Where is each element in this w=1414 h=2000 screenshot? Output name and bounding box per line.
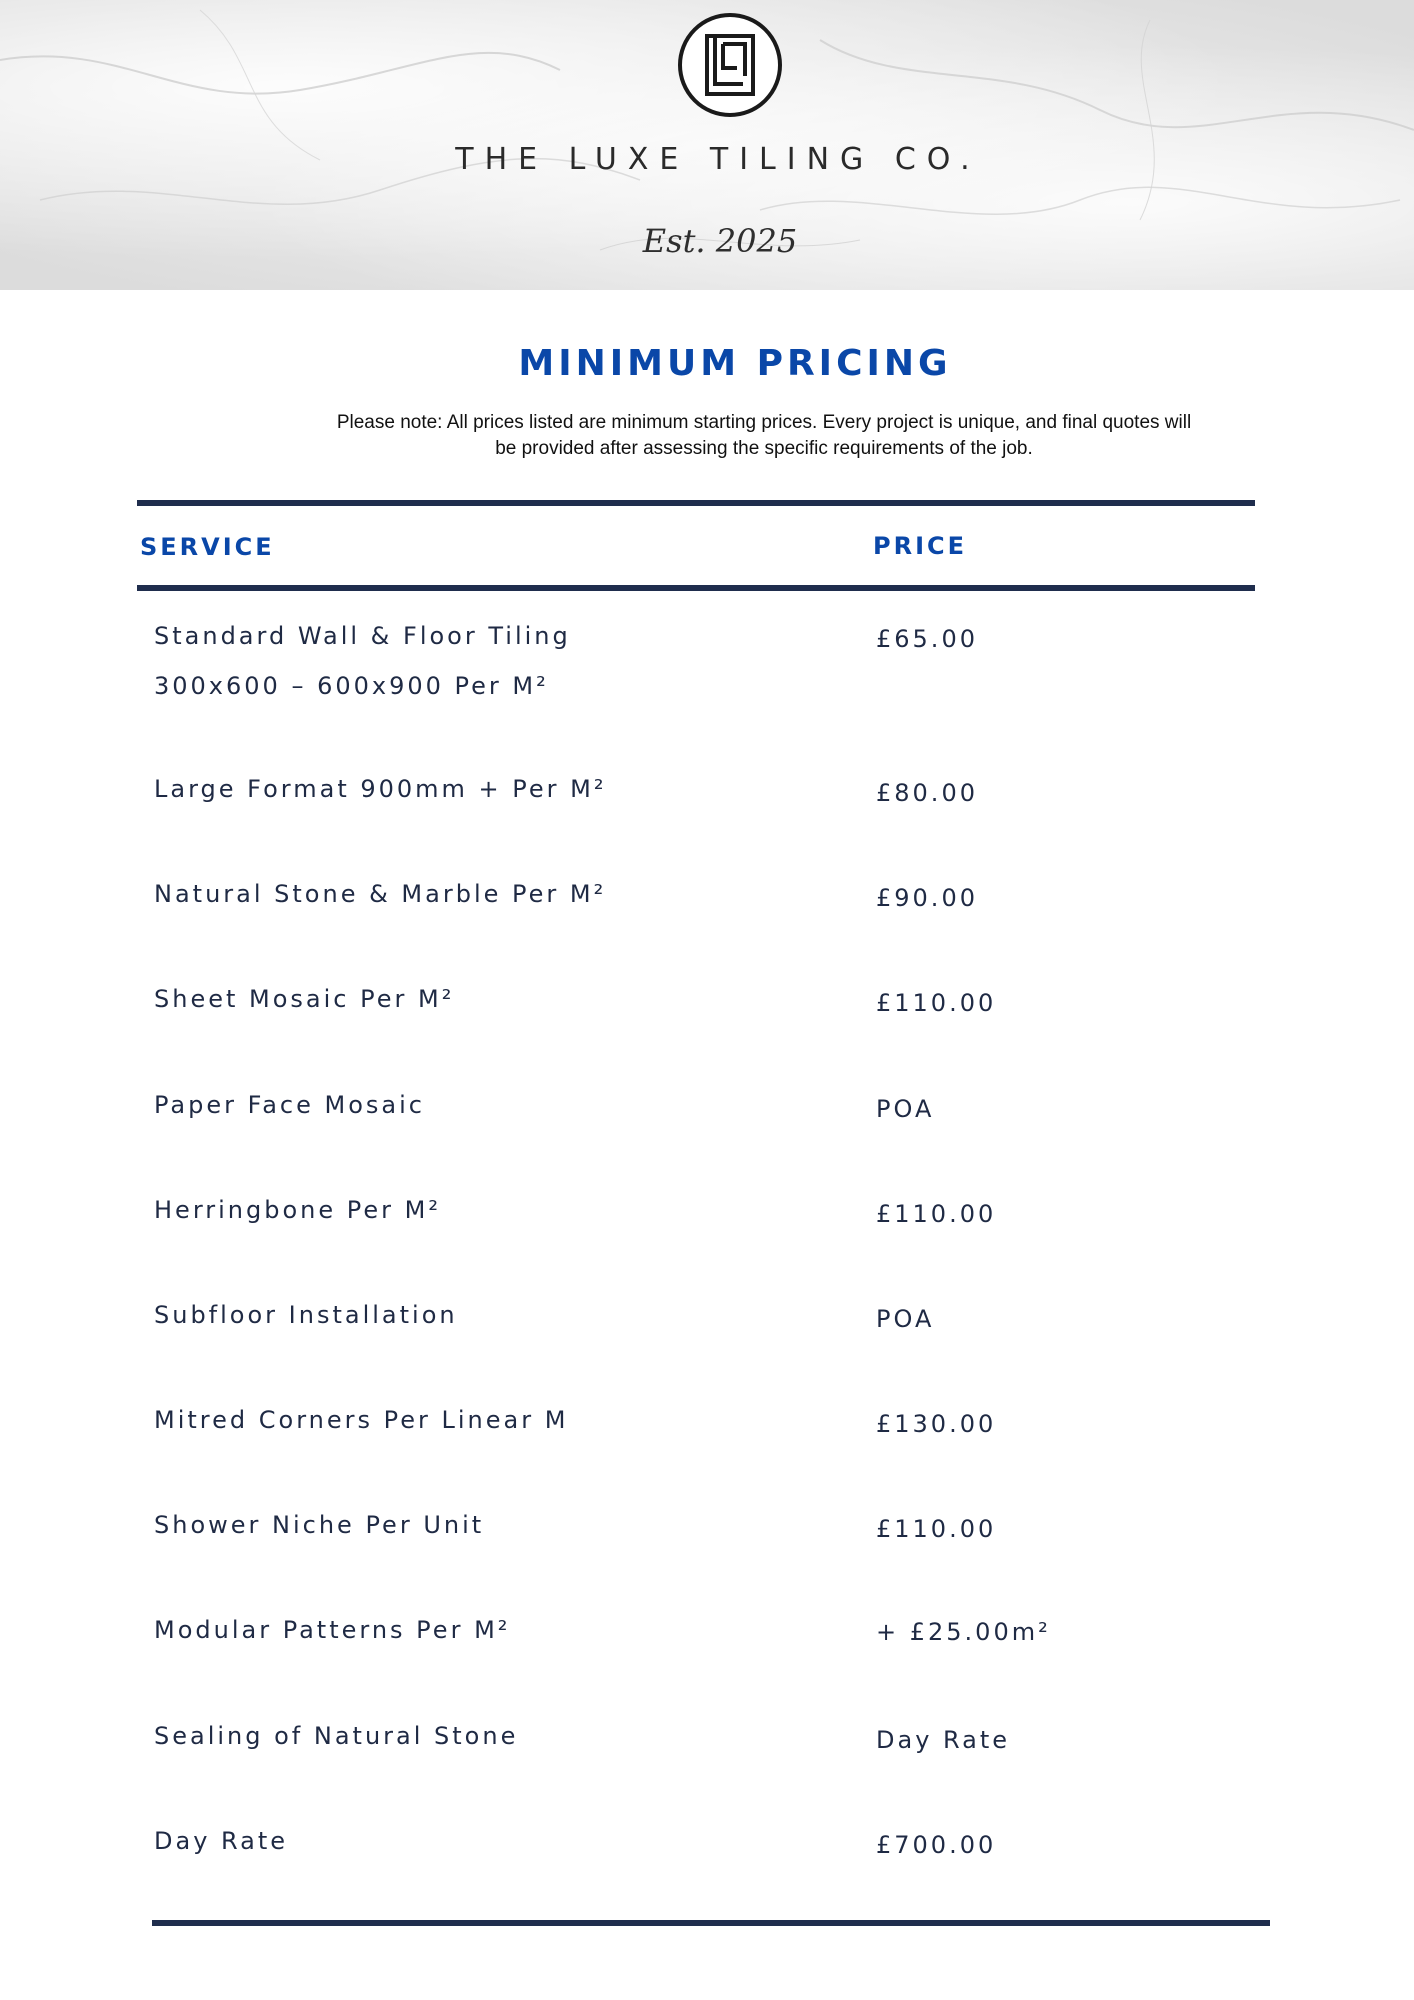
table-row-service: Modular Patterns Per M² xyxy=(154,1616,511,1644)
table-header-rule xyxy=(137,585,1255,591)
established-year: Est. 2025 xyxy=(642,222,798,260)
service-size-range: 300x600 – 600x900 Per M² xyxy=(154,672,549,700)
service-column-header: SERVICE xyxy=(140,533,275,561)
table-row-price: POA xyxy=(876,1305,935,1333)
table-row-service xyxy=(154,622,571,700)
table-row-service: Sealing of Natural Stone xyxy=(154,1722,519,1750)
table-row-price: £65.00 xyxy=(876,625,978,653)
table-bottom-rule xyxy=(152,1920,1270,1926)
square-monogram-logo-icon xyxy=(677,12,783,118)
table-row-price: £700.00 xyxy=(876,1831,997,1859)
price-column-header: PRICE xyxy=(873,532,968,560)
table-row-price: £110.00 xyxy=(876,989,997,1017)
page-title: MINIMUM PRICING xyxy=(518,343,952,384)
brand-name: THE LUXE TILING CO. xyxy=(455,142,981,177)
table-row-service: Day Rate xyxy=(154,1827,289,1855)
marble-header xyxy=(0,0,1414,290)
service-name: Standard Wall & Floor Tiling xyxy=(154,622,571,650)
pricing-note: Please note: All prices listed are minimum starting prices. Every project is unique, and final quotes will be provided after assessing the specific requirements of the job. xyxy=(336,412,1192,459)
table-row-service: Mitred Corners Per Linear M xyxy=(154,1406,569,1434)
table-row-price: £80.00 xyxy=(876,779,978,807)
table-row-service: Large Format 900mm + Per M² xyxy=(154,775,607,803)
table-row-price: POA xyxy=(876,1095,935,1123)
table-row-price: £90.00 xyxy=(876,884,978,912)
table-row-service: Herringbone Per M² xyxy=(154,1196,441,1224)
table-row-price: £110.00 xyxy=(876,1200,997,1228)
table-row-price: + £25.00m² xyxy=(876,1618,1051,1646)
table-row-service: Subfloor Installation xyxy=(154,1301,458,1329)
table-row-service: Paper Face Mosaic xyxy=(154,1091,425,1119)
table-top-rule xyxy=(137,500,1255,506)
table-row-price: Day Rate xyxy=(876,1726,1011,1754)
table-row-service: Shower Niche Per Unit xyxy=(154,1511,485,1539)
table-row-service: Natural Stone & Marble Per M² xyxy=(154,880,607,908)
table-row-price: £110.00 xyxy=(876,1515,997,1543)
table-row-service: Sheet Mosaic Per M² xyxy=(154,985,455,1013)
table-row-price: £130.00 xyxy=(876,1410,997,1438)
